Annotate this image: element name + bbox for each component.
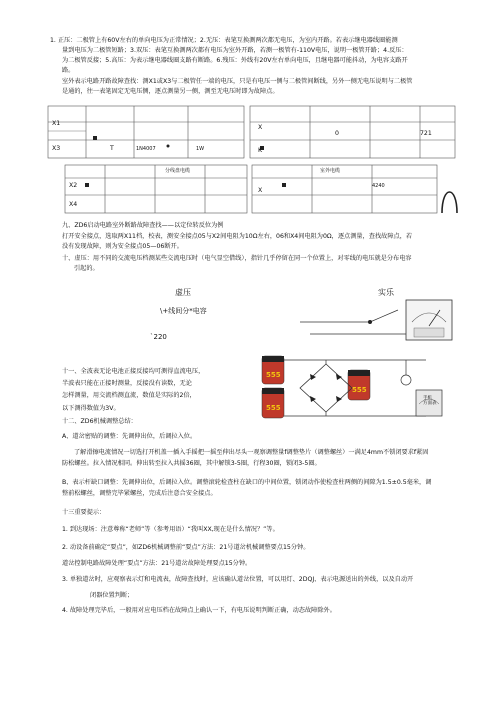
para9-line1: 九、ZD6启动电路室外断路故障查找——以定位转反位为例 [62, 222, 224, 229]
svg-text:555: 555 [352, 386, 367, 394]
para9-line2: 打开安全接点，选取两X11档，校表，测安全接点05与X2间电阻为10Ω左右，06和X4间电阻为0Ω，逐点测量，查找故障点，若 [62, 233, 413, 240]
para1-line1: 1. 正压：二极管上有60V左右的单向电压为正常情况；2.无压：表笔互换测两次都无电压，为室内开路。若表示继电器线圈能测 [50, 37, 398, 44]
para13-item2: 2. 动设备前确定“要点”，如ZD6机械调整前“要点”方法：21号道岔机械调整要点15分钟。 [62, 544, 310, 551]
t1-r2: 1W [196, 146, 205, 152]
t3-x2: X2 [69, 182, 78, 189]
t1-c1: 1N4007 [136, 146, 156, 152]
para9-line3: 没有发现故障，则为安全接点05—06断开。 [62, 243, 183, 250]
t2-mid: 0 [335, 130, 339, 137]
para1-line2: 量到电压为二极管短路；3.双压：表笔互换测两次都有电压为室外开路，若测一极管有-110V电压，说明一极管开路；4.反压： [62, 47, 408, 54]
para13-item3b: 闭器位置判断； [90, 592, 134, 599]
para12-p2: 防松螺丝。拉入情况相同。伸出转至拉入共摇36圈，其中解锁3-5圈，行程30圈，锁闭3-5圈。 [62, 460, 321, 467]
para10-line2: 引起的。 [74, 265, 99, 272]
para11-line1: 十一、全波表无论电池正接反接均可测得直流电压， [62, 368, 205, 375]
para11-line2: 半波表只能在正接时测量，反接没有读数，无论 [62, 380, 192, 387]
t4-x: X [258, 187, 263, 194]
svg-text:555: 555 [266, 404, 281, 412]
para1-line3: 为二极管反接；5.高压：为表示继电器线圈支路有断路。6.残压：外线有20V左右单向电压，且继电器可能抖动，为电容支路开 [62, 57, 408, 64]
t2-right: 721 [420, 130, 432, 137]
para11-line4: 以下测得数值为3V。 [62, 405, 120, 412]
para13-item1: 1. 到达现场：注意尊称“老师”等（参考用语）“我叫XX,现在是什么情况？”等。 [62, 526, 279, 533]
t4-head: 室外电缆 [320, 168, 341, 174]
t1-r1: T [110, 145, 114, 152]
t1-x1: X1 [52, 120, 61, 127]
para1-line5: 室外表示电路开路故障查找：测X1或X3与二极管任一端的电压，只是有电压一侧与二极管间断线，另外一侧无电压说明与二极管 [62, 78, 413, 85]
para13-title: 十三重要提示： [62, 509, 106, 516]
t2-k: K [258, 147, 263, 154]
figure-value: `220 [150, 333, 167, 341]
svg-text:555: 555 [266, 371, 281, 379]
para12-b2: 整前松螺丝，调整完毕紧螺丝，完成后注意合安全接点。 [62, 490, 217, 497]
circuit-table-3 [65, 165, 250, 217]
para10-line1: 十、虚压：用不同的交流电压档测某些交流电压时（电气显空借线），指针几乎停留在同一个位置上，对零线的电压就是分布电容 [62, 255, 412, 262]
t3-head: 分线盘电缆 [165, 168, 191, 174]
para11-line3: 怎样测量，用交流档测直流，数值是实际的2倍， [62, 392, 196, 399]
para12-p1: 了解滑擦电流情况一切选打开机盖一插入手摇把一摇至伸出尽头一观察调整量f调整垫片（调整螺丝）一满足4mm不锁闭要求f紧固 [74, 449, 429, 456]
para1-line4: 路。 [62, 67, 75, 74]
t2-x: X [258, 124, 263, 131]
t3-x4: X4 [69, 201, 78, 208]
rectifier-diagram [256, 350, 456, 425]
para13-item2b: 道岔控制电路故障处理“要点”方法：21号道岔故障处理要点15分钟。 [62, 560, 252, 567]
figure-formula: \+线间分*电容 [160, 307, 207, 315]
para12-title: 十二、ZD6机械调整总结： [62, 418, 137, 425]
para1-line6: 是通的，往一表笔固定无电压侧，逐点测量另一侧，测至无电压时即为故障点。 [62, 88, 279, 95]
t4-val: 4240 [372, 183, 385, 189]
t1-x3: X3 [52, 145, 61, 152]
para13-item4: 4. 故障处理完毕后，一般用对应电压档在故障点上确认一下，有电压说明判断正确，动态故障除外。 [62, 607, 336, 614]
para13-item3: 3. 单独道岔时，应观察表示灯和电流表，故障查找时，应该确认道岔位置，可以用灯、2DQJ、表示电源送出的外线，以及自动开 [62, 576, 414, 583]
circuit-table-4 [252, 165, 457, 217]
meter-diagram [300, 296, 460, 346]
figure-meter-label: 手机 方面表 [423, 396, 437, 406]
figure-right-title: 实乐 [378, 288, 394, 297]
para12-b1: B、表示杆缺口调整：先调伸出位，后调拉入位。调整滚轮检查柱在缺口的中间位置，锁闭动作使检查柱两侧的间隙为1.5±0.5毫米，调 [62, 479, 432, 486]
figure-left-title: 虚压 [175, 288, 191, 297]
para12-a: A、道岔密贴的调整：先调伸出位，后调拉入位。 [62, 433, 197, 440]
